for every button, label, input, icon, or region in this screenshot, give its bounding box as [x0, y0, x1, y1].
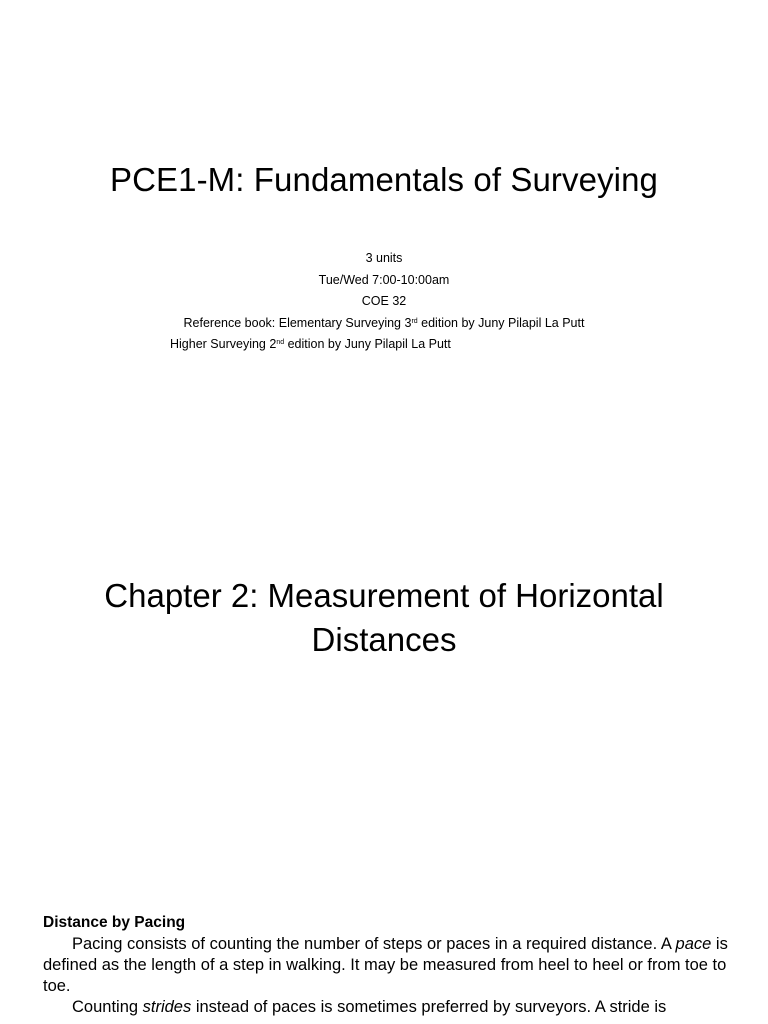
chapter-title-line-1: Chapter 2: Measurement of Horizontal — [104, 577, 664, 614]
reference-book-title: Reference book: Elementary Surveying 3 — [183, 315, 412, 330]
higher-surveying-book — [170, 334, 768, 356]
strides-term: strides — [142, 998, 192, 1016]
reference-book — [0, 313, 768, 335]
course-title: PCE1-M: Fundamentals of Surveying — [109, 161, 659, 198]
higher-surveying-author: edition by Juny Pilapil La Putt — [284, 337, 451, 351]
course-schedule: Tue/Wed 7:00-10:00am — [318, 272, 450, 287]
chapter-title — [0, 574, 768, 662]
pacing-paragraph-text-2: is defined as the length of a step in walking. It may be measured from heel to heel or from toe to toe. — [43, 935, 728, 995]
pacing-section — [43, 912, 733, 1018]
course-units: 3 units — [365, 251, 403, 265]
course-info — [0, 248, 768, 356]
pacing-paragraph — [43, 934, 733, 997]
higher-surveying-title: Higher Surveying 2 — [170, 337, 277, 351]
strides-paragraph-text-2: instead of paces is sometimes preferred by surveyors. A stride is — [191, 998, 667, 1016]
section-heading: Distance by Pacing — [43, 914, 186, 931]
strides-paragraph — [43, 997, 733, 1018]
reference-book-ordinal: rd — [411, 317, 418, 325]
strides-paragraph-text-1: Counting — [72, 998, 143, 1016]
pacing-paragraph-text-1: Pacing consists of counting the number of steps or paces in a required distance. A — [72, 935, 676, 953]
higher-surveying-ordinal: nd — [276, 339, 285, 346]
chapter-title-line-2: Distances — [311, 621, 457, 658]
reference-book-author: edition by Juny Pilapil La Putt — [417, 315, 585, 330]
course-room: COE 32 — [361, 294, 407, 308]
pace-term: pace — [675, 935, 712, 953]
